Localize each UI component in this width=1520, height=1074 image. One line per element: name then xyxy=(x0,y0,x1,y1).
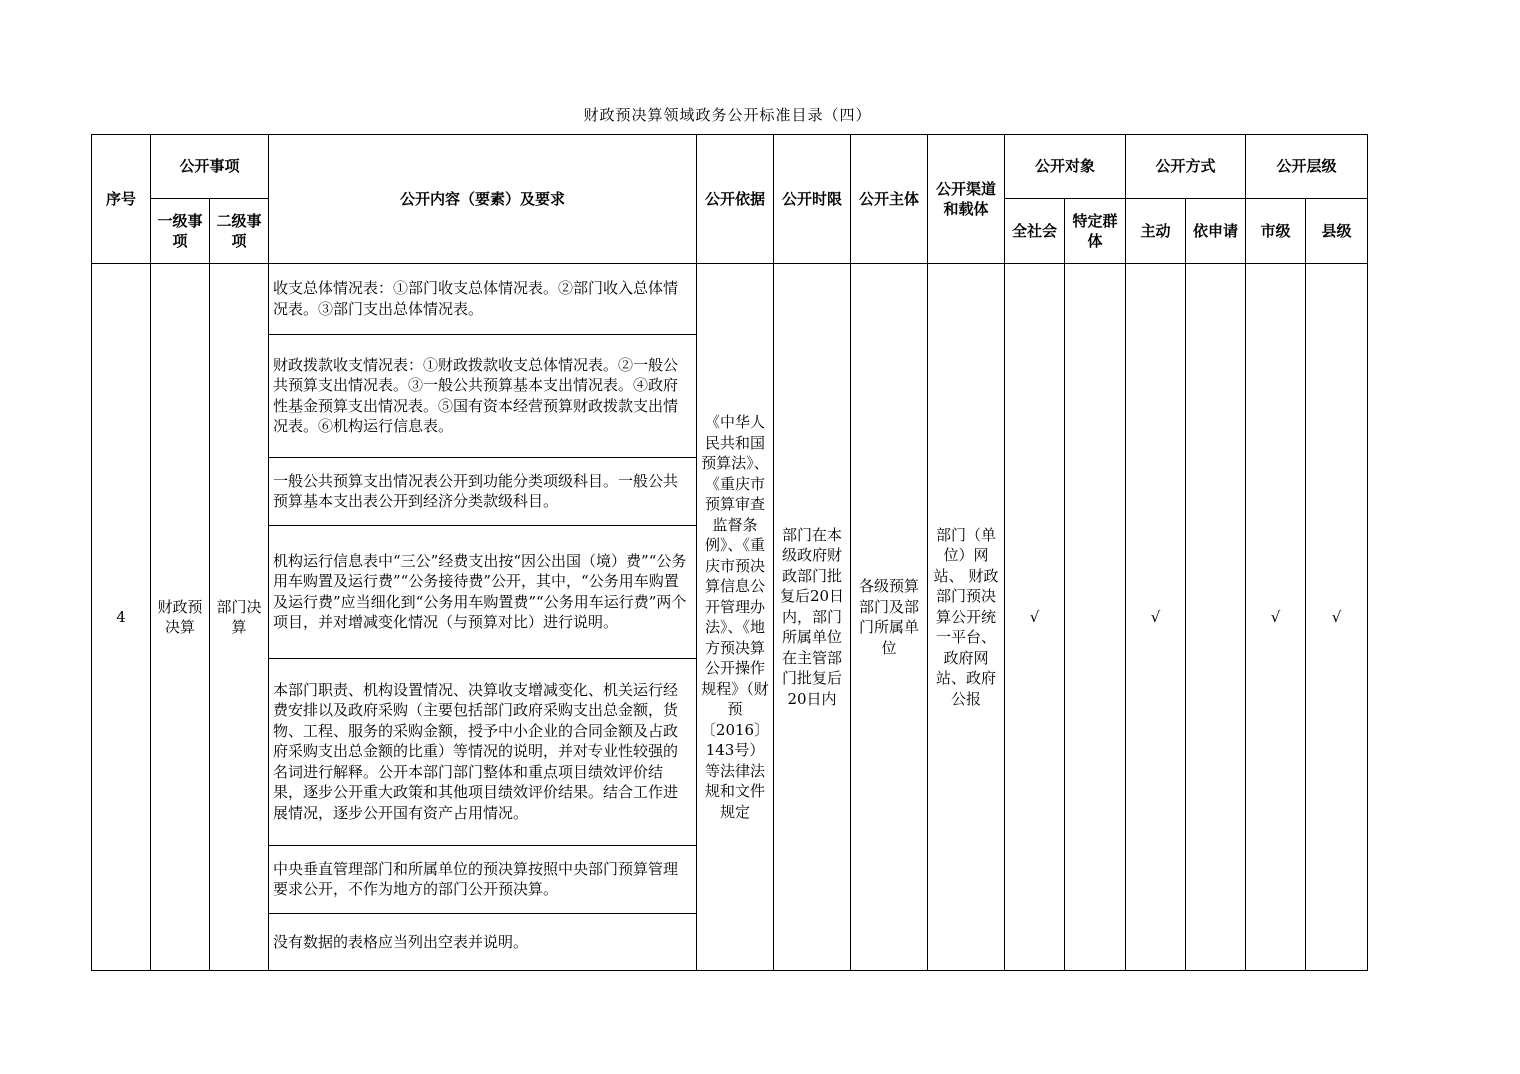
row-method-active: √ xyxy=(1126,264,1186,971)
header-level-city: 市级 xyxy=(1246,199,1306,264)
row-subject: 各级预算部门及部门所属单位 xyxy=(851,264,928,971)
header-basis: 公开依据 xyxy=(697,135,774,264)
header-level1: 一级事项 xyxy=(151,199,210,264)
header-matter: 公开事项 xyxy=(151,135,269,199)
row-deadline: 部门在本级政府财政部门批复后20日内，部门所属单位在主管部门批复后20日内 xyxy=(774,264,851,971)
content-item: 没有数据的表格应当列出空表并说明。 xyxy=(273,932,529,951)
content-list xyxy=(269,264,696,970)
header-level2: 二级事项 xyxy=(210,199,269,264)
header-audience-all: 全社会 xyxy=(1005,199,1065,264)
header-method: 公开方式 xyxy=(1126,135,1246,199)
row-method-request xyxy=(1186,264,1246,971)
row-level1: 财政预决算 xyxy=(151,264,210,971)
header-method-request: 依申请 xyxy=(1186,199,1246,264)
row-audience-all: √ xyxy=(1005,264,1065,971)
header-seq: 序号 xyxy=(92,135,151,264)
content-item: 收支总体情况表：①部门收支总体情况表。②部门收入总体情况表。③部门支出总体情况表。 xyxy=(269,264,696,334)
content-item: 财政拨款收支情况表：①财政拨款收支总体情况表。②一般公共预算支出情况表。③一般公共预算基本支出情况表。④政府性基金预算支出情况表。⑤国有资本经营预算财政拨款支出情况表。⑥机构运行信息表。 xyxy=(269,334,696,457)
row-basis: 《中华人民共和国预算法》、《重庆市预算审查监督条例》、《重庆市预决算信息公开管理办法》、《地方预决算公开操作规程》（财预〔2016〕143号）等法律法规和文件规定 xyxy=(697,264,774,971)
content-item: 中央垂直管理部门和所属单位的预决算按照中央部门预算管理要求公开，不作为地方的部门公开预决算。 xyxy=(269,845,696,913)
header-level-county: 县级 xyxy=(1306,199,1368,264)
row-level-city: √ xyxy=(1246,264,1306,971)
header-audience: 公开对象 xyxy=(1005,135,1126,199)
standard-catalog-table xyxy=(91,134,1368,971)
header-subject: 公开主体 xyxy=(851,135,928,264)
row-level2: 部门决算 xyxy=(210,264,269,971)
row-seq: 4 xyxy=(92,264,151,971)
header-level: 公开层级 xyxy=(1246,135,1368,199)
header-method-active: 主动 xyxy=(1126,199,1186,264)
content-item: 机构运行信息表中“三公”经费支出按“因公出国（境）费”“公务用车购置及运行费”“公务接待费”公开，其中，“公务用车购置及运行费”应当细化到“公务用车购置费”“公务用车运行费”两个项目，并对增减变化情况（与预算对比）进行说明。 xyxy=(269,525,696,658)
row-audience-specific xyxy=(1065,264,1126,971)
header-content: 公开内容（要素）及要求 xyxy=(269,135,697,264)
page-title: 财政预决算领域政务公开标准目录（四） xyxy=(583,106,872,124)
content-cell xyxy=(269,264,697,971)
header-deadline: 公开时限 xyxy=(774,135,851,264)
header-audience-specific: 特定群体 xyxy=(1065,199,1126,264)
header-channel: 公开渠道和载体 xyxy=(928,135,1005,264)
content-item: 一般公共预算支出情况表公开到功能分类项级科目。一般公共预算基本支出表公开到经济分类款级科目。 xyxy=(269,457,696,525)
content-item: 本部门职责、机构设置情况、决算收支增减变化、机关运行经费安排以及政府采购（主要包括部门政府采购支出总金额，货物、工程、服务的采购金额，授予中小企业的合同金额及占政府采购支出总金额的比重）等情况的说明，并对专业性较强的名词进行解释。公开本部门部门整体和重点项目绩效评价结果，逐步公开重大政策和其他项目绩效评价结果。结合工作进展情况，逐步公开国有资产占用情况。 xyxy=(269,658,696,845)
row-channel: 部门（单位）网站、 财政部门预决算公开统一平台、政府网站、政府公报 xyxy=(928,264,1005,971)
row-level-county: √ xyxy=(1306,264,1368,971)
